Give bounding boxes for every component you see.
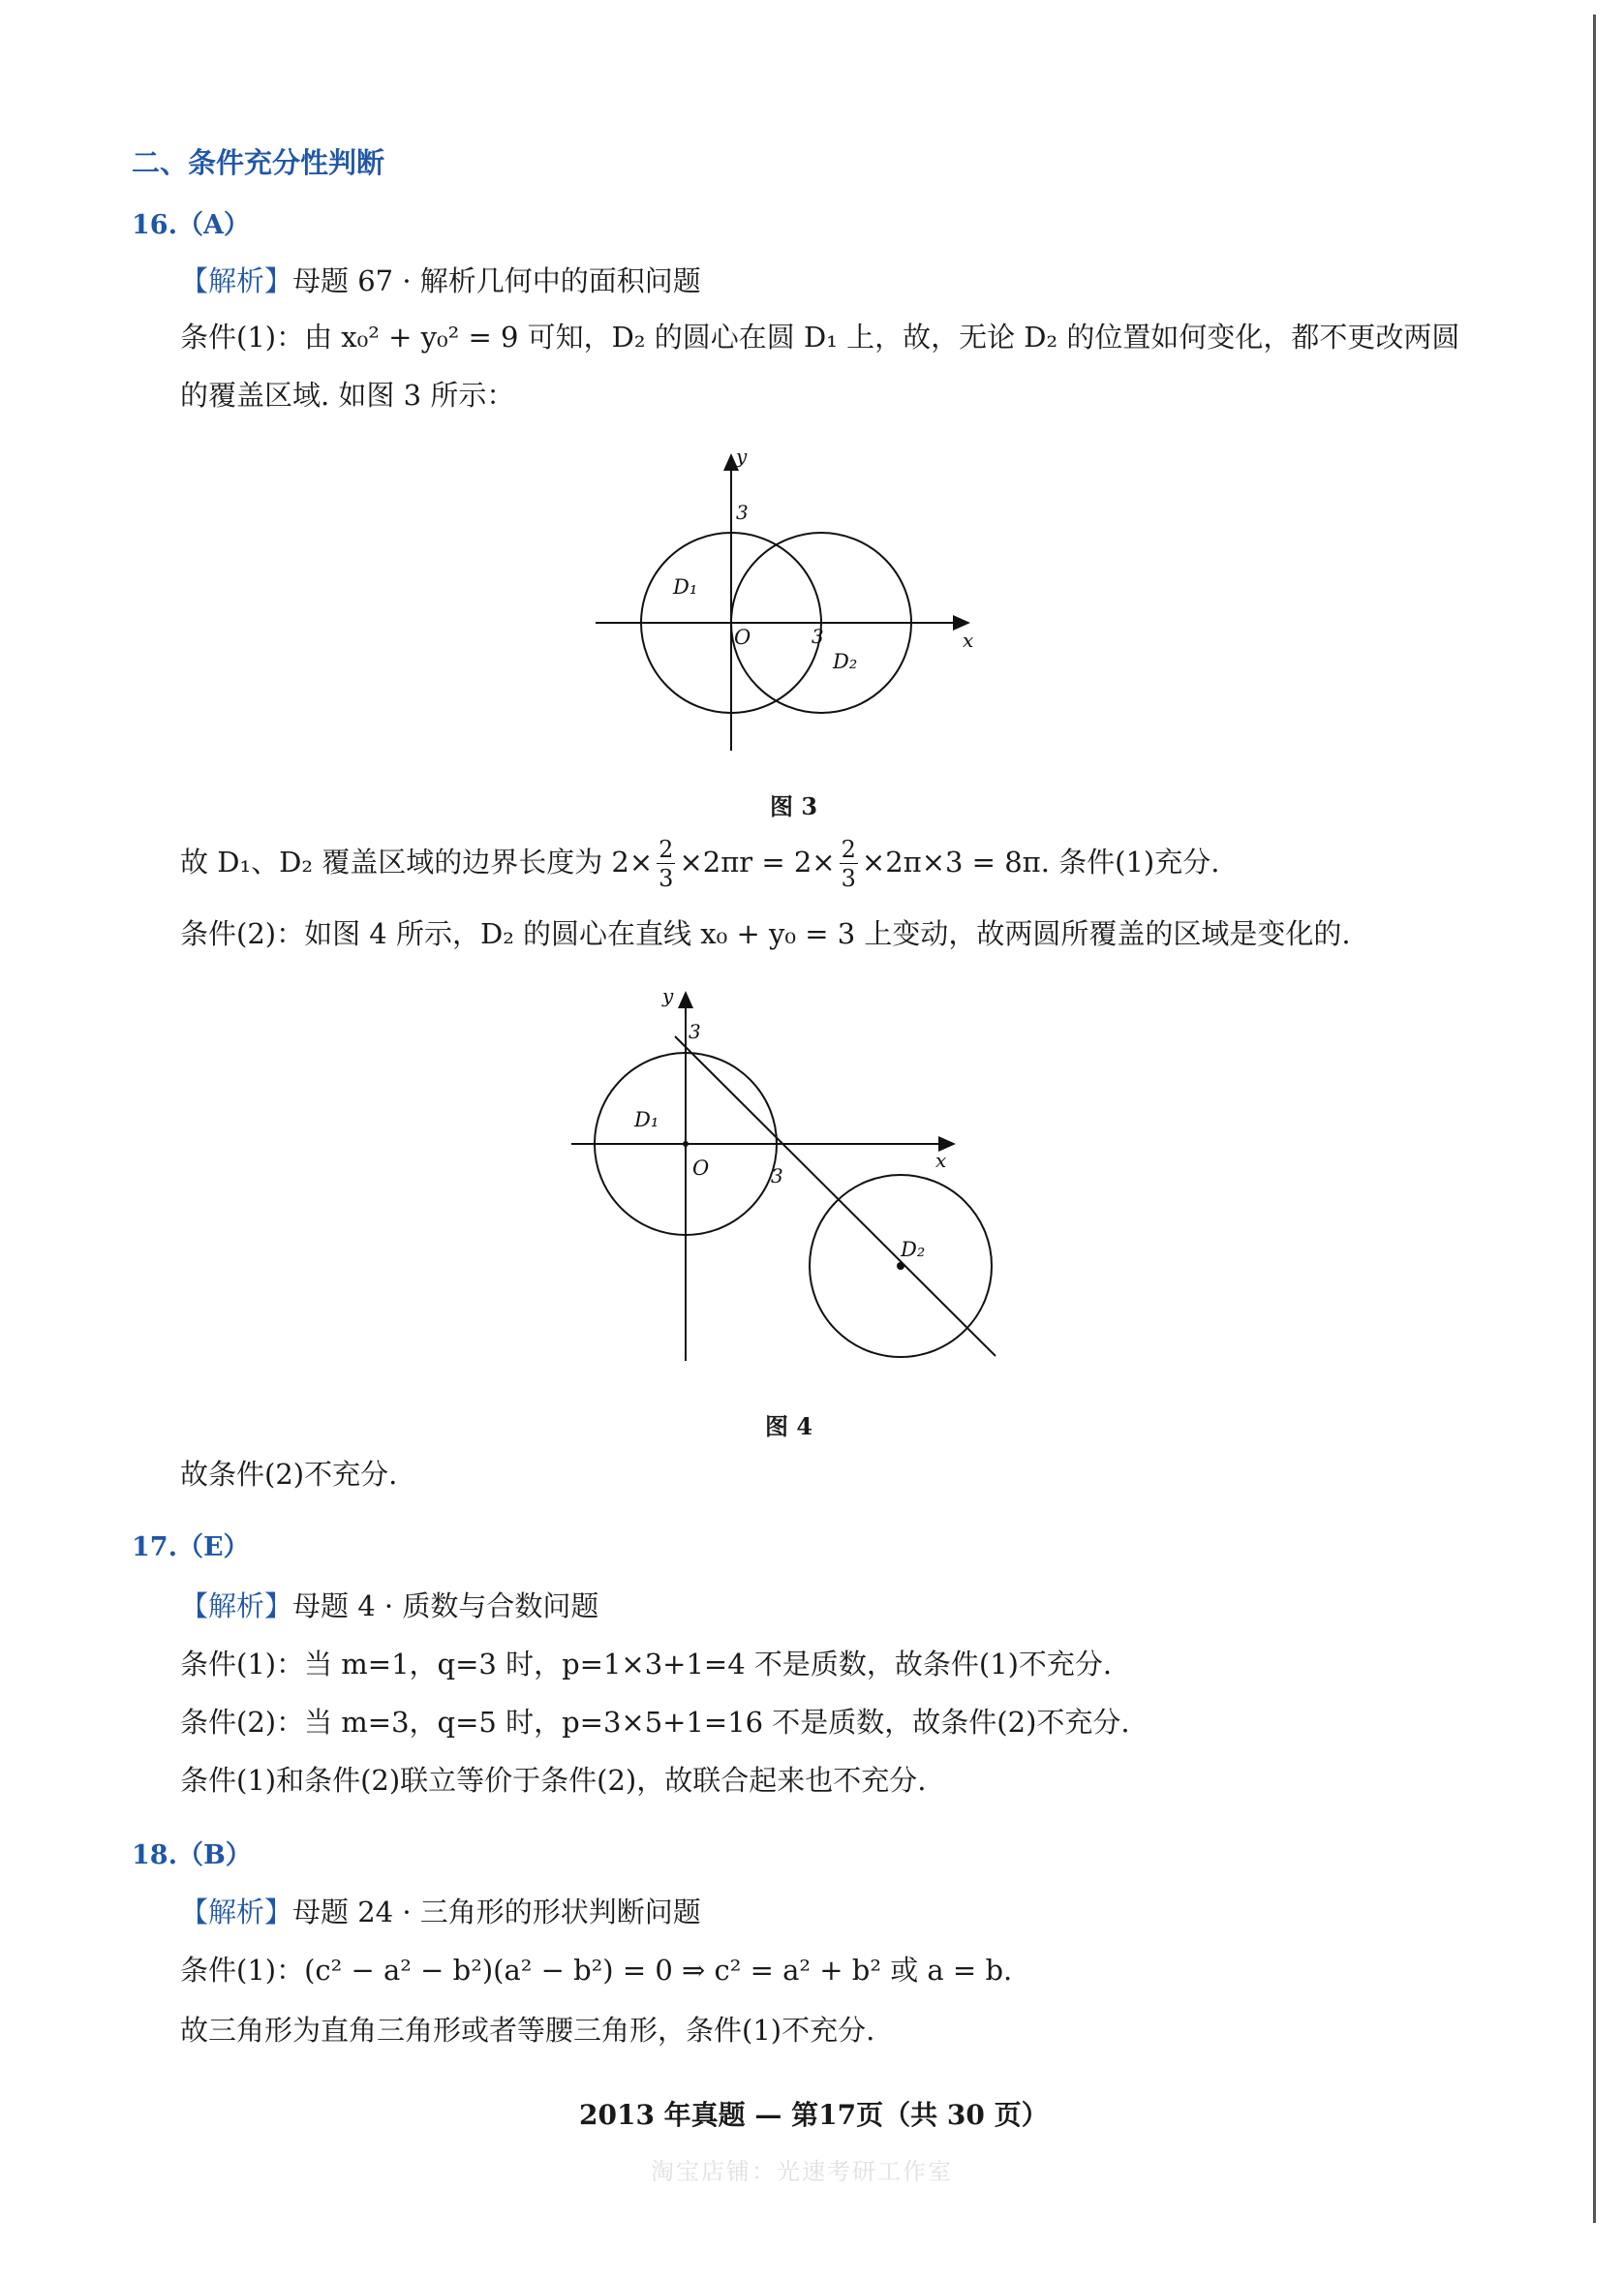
frac-numerator: 2	[841, 836, 856, 863]
page-edge-line	[1593, 15, 1596, 2223]
q16-topic: 母题 67 · 解析几何中的面积问题	[292, 264, 701, 297]
q17-line3: 条件(1)和条件(2)联立等价于条件(2)，故联合起来也不充分.	[180, 1764, 927, 1797]
q16-conclusion: 故条件(2)不充分.	[180, 1458, 398, 1491]
section-title: 二、条件充分性判断	[132, 146, 385, 179]
boundary-suffix: ×2π×3 = 8π. 条件(1)充分.	[861, 846, 1220, 879]
watermark: 淘宝店铺：光速考研工作室	[651, 2158, 953, 2185]
fig3-tick-y: 3	[736, 501, 749, 524]
fraction-two-thirds-a	[657, 838, 675, 890]
figure-3	[581, 441, 997, 760]
figure-4	[562, 983, 1007, 1371]
boundary-mid: ×2πr = 2×	[679, 846, 836, 879]
question-18-number: 18.（B）	[132, 1840, 252, 1870]
figure-3-caption: 图 3	[770, 792, 818, 820]
q17-line1: 条件(1)：当 m=1，q=3 时，p=1×3+1=4 不是质数，故条件(1)不充分.	[180, 1648, 1113, 1681]
fig4-origin-label: O	[692, 1156, 710, 1180]
q16-cond2-line: 条件(2)：如图 4 所示，D₂ 的圆心在直线 x₀ + y₀ = 3 上变动，故两圆所覆盖的区域是变化的.	[180, 917, 1351, 950]
fig4-tick-y: 3	[689, 1020, 701, 1043]
q17-analysis	[180, 1585, 598, 1624]
analysis-tag: 【解析】	[180, 1896, 293, 1928]
boundary-prefix: 故 D₁、D₂ 覆盖区域的边界长度为 2×	[180, 846, 654, 879]
frac-denominator: 3	[841, 865, 856, 892]
q17-topic: 母题 4 · 质数与合数问题	[292, 1589, 599, 1622]
analysis-tag: 【解析】	[180, 264, 293, 297]
q18-line2: 故三角形为直角三角形或者等腰三角形，条件(1)不充分.	[180, 2014, 875, 2047]
q18-analysis	[180, 1891, 701, 1930]
fig3-origin-label: O	[734, 626, 751, 649]
q17-line2: 条件(2)：当 m=3，q=5 时，p=3×5+1=16 不是质数，故条件(2)不充分.	[180, 1706, 1130, 1739]
question-16-number: 16.（A）	[132, 210, 250, 240]
fig3-d2-label: D₂	[833, 650, 858, 673]
frac-numerator: 2	[659, 836, 674, 863]
fig4-d1-label: D₁	[634, 1108, 659, 1131]
q16-analysis	[180, 260, 701, 299]
q16-cond1-line2: 的覆盖区域. 如图 3 所示：	[180, 379, 515, 412]
fig4-tick-x: 3	[771, 1164, 783, 1187]
figure-4-caption: 图 4	[765, 1412, 813, 1440]
fig3-d1-label: D₁	[673, 575, 698, 599]
fig4-center-d1	[683, 1141, 689, 1147]
fig3-axis-x-label: x	[963, 629, 974, 652]
fig4-axis-x-label: x	[935, 1149, 947, 1172]
q18-topic: 母题 24 · 三角形的形状判断问题	[292, 1896, 701, 1928]
fig3-axis-y-label: y	[736, 445, 748, 468]
q18-line1: 条件(1)：(c² − a² − b²)(a² − b²) = 0 ⇒ c² = a² + b² 或 a = b.	[180, 1954, 1013, 1987]
question-17-number: 17.（E）	[132, 1532, 250, 1562]
page-footer: 2013 年真题 — 第17页（共 30 页）	[579, 2099, 1049, 2131]
analysis-tag: 【解析】	[180, 1589, 293, 1622]
fig3-tick-x: 3	[812, 625, 824, 648]
fig4-d2-label: D₂	[901, 1238, 926, 1261]
fig4-axis-y-label: y	[662, 984, 674, 1007]
fig4-line-x0-plus-y0-eq-3	[675, 1036, 996, 1356]
fig4-center-d2	[897, 1262, 904, 1270]
q16-boundary-line	[180, 835, 1220, 892]
q16-cond1-line1: 条件(1)：由 x₀² + y₀² = 9 可知，D₂ 的圆心在圆 D₁ 上，故，无论 D₂ 的位置如何变化，都不更改两圆	[180, 321, 1460, 354]
fraction-two-thirds-b	[840, 838, 858, 890]
frac-denominator: 3	[659, 865, 674, 892]
